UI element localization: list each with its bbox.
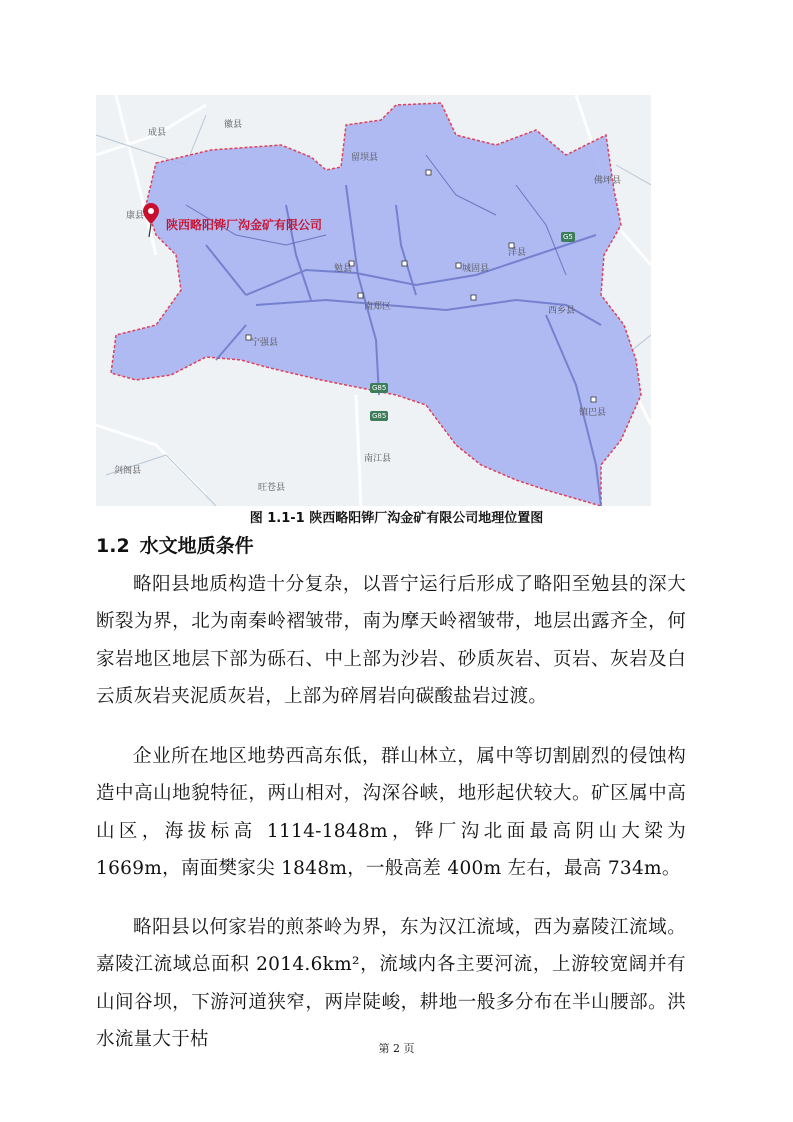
map-label-wangcang: 旺苍县 xyxy=(258,483,286,493)
location-map xyxy=(96,95,651,506)
section-heading xyxy=(96,531,254,558)
map-label-zhenba: 镇巴县 xyxy=(579,408,607,418)
map-label-kang: 康县 xyxy=(126,211,145,221)
location-pin-icon xyxy=(142,202,160,238)
section-number: 1.2 xyxy=(96,535,130,557)
map-label-ningqiang: 宁强县 xyxy=(251,338,279,348)
section-title: 水文地质条件 xyxy=(139,535,254,557)
map-label-nanjiang: 南江县 xyxy=(364,454,392,464)
highway-shield-g85-a: G85 xyxy=(372,384,387,392)
map-label-nanzheng: 南郑区 xyxy=(364,302,392,312)
map-label-foping: 佛坪县 xyxy=(594,176,622,186)
map-label-jiange: 剑阁县 xyxy=(114,466,142,476)
paragraph-geology: 略阳县地质构造十分复杂，以晋宁运行后形成了略阳至勉县的深大断裂为界，北为南秦岭褶皱带，南为摩天岭褶皱带，地层出露齐全，何家岩地区地层下部为砾石、中上部为沙岩、砂质灰岩、页岩、灰岩及白云质灰岩夹泥质灰岩，上部为碎屑岩向碳酸盐岩过渡。 xyxy=(96,573,686,707)
company-map-label: 陕西略阳铧厂沟金矿有限公司 xyxy=(166,218,323,232)
page-number: 第 2 页 xyxy=(378,1042,415,1055)
map-label-xixiang: 西乡县 xyxy=(548,306,576,316)
map-label-hui: 徽县 xyxy=(224,120,243,130)
paragraph-terrain: 企业所在地区地势西高东低，群山林立，属中等切割剧烈的侵蚀构造中高山地貌特征，两山相对，沟深谷峡，地形起伏较大。矿区属中高山区，海拔标高 1114-1848m，铧厂沟北面最高阴山大梁为 1669m，南面樊家尖 1848m，一般高差 400m 左右，最高 734m。 xyxy=(96,745,686,879)
map-label-yang: 洋县 xyxy=(508,248,527,258)
highway-shield-g5: G5 xyxy=(563,233,573,241)
map-label-liuba: 留坝县 xyxy=(351,153,379,163)
paragraph-watershed: 略阳县以何家岩的煎茶岭为界，东为汉江流域，西为嘉陵江流域。嘉陵江流域总面积 2014.6km²，流域内各主要河流，上游较宽阔并有山间谷坝，下游河道狭窄，两岸陡峻，耕地一般多分布在半山腰部。洪水流量大于枯 xyxy=(96,916,686,1050)
map-label-cheng: 成县 xyxy=(148,128,167,138)
highway-shield-g85-b: G85 xyxy=(372,412,387,420)
map-label-mian: 勉县 xyxy=(334,264,353,274)
figure-caption: 图 1.1-1 陕西略阳铧厂沟金矿有限公司地理位置图 xyxy=(249,511,544,526)
map-label-chenggu: 城固县 xyxy=(462,264,490,274)
